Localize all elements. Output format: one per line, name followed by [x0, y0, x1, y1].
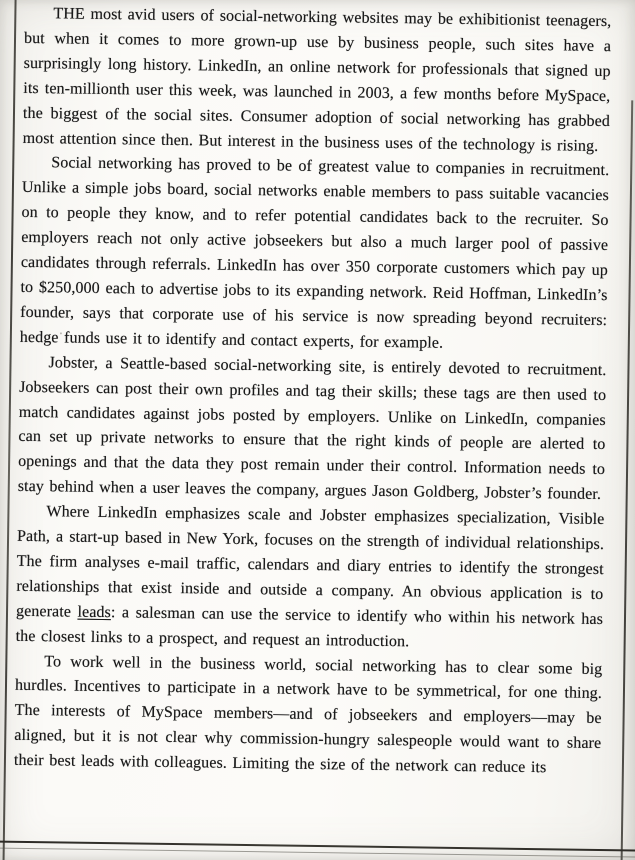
paragraph-visible-path-text-after: : a salesman can use the service to identify who within his network has the closest links to a prospect, and request an introduction. — [15, 603, 604, 650]
paragraph-jobster: Jobster, a Seattle-based social-networking site, is entirely devoted to recruitment. Jobseekers can post their own profiles and tag their skills; these tags are then used to match candidates against jobs posted by employers. Unlike on LinkedIn, companies can set up private networks to ensure that the right kinds of people are alerted to openings and that the data they post remain under their control. Information needs to stay behind when a user leaves the company, argues Jason Goldberg, Jobster’s founder. — [17, 353, 607, 504]
paragraph-intro: THE most avid users of social-networking websites may be exhibitionist teenagers, but when it comes to more grown-up use by business people, such sites have a surprisingly long history. LinkedIn, an online network for professionals that signed up its ten-millionth user this week, was launched in 2003, a few months before MySpace, the biggest of the social sites. Consumer adoption of social networking has grabbed most attention since then. But interest in the business uses of the technology is rising. — [22, 5, 612, 155]
underlined-word-leads: leads — [77, 603, 112, 621]
right-border-line — [620, 100, 633, 860]
paragraph-recruitment: Social networking has proved to be of greatest value to companies in recruitment. Unlike a simple jobs board, social networks enable members to pass suitable vacancies on to people they know, and to refer potential candidates back to the recruiter. So employers reach not only active jobseekers but also a much larger pool of passive candidates through referrals. LinkedIn has over 350 corporate customers which pay up to $250,000 each to advertise jobs to its expanding network. Reid Hoffman, LinkedIn’s founder, says that corporate use of his service is now spreading beyond recruiters: hedge funds use it to identify and contact experts, for example. — [19, 154, 610, 352]
paragraph-visible-path — [16, 500, 605, 658]
article-body — [14, 2, 612, 782]
bottom-border-line — [0, 840, 635, 852]
paragraph-visible-path-text-before: Where LinkedIn emphasizes scale and Jobster emphasizes specialization, Visible Path, a start-up based in New York, focuses on the strength of individual relationships. The firm analyses e-mail traffic, calendars and diary entries to identify the strongest relationships that exist inside and outside a company. An obvious application is to generate — [15, 503, 605, 621]
paragraph-hurdles: To work well in the business world, social networking has to clear some big hurdles. Incentives to participate in a network have to be symmetrical, for one thing. The interests of MySpace members—and of jobseekers and employers—may be aligned, but it is not clear why commission-hungry salespeople would want to share their best leads with colleagues. Limiting the size of the network can reduce its — [13, 652, 603, 777]
